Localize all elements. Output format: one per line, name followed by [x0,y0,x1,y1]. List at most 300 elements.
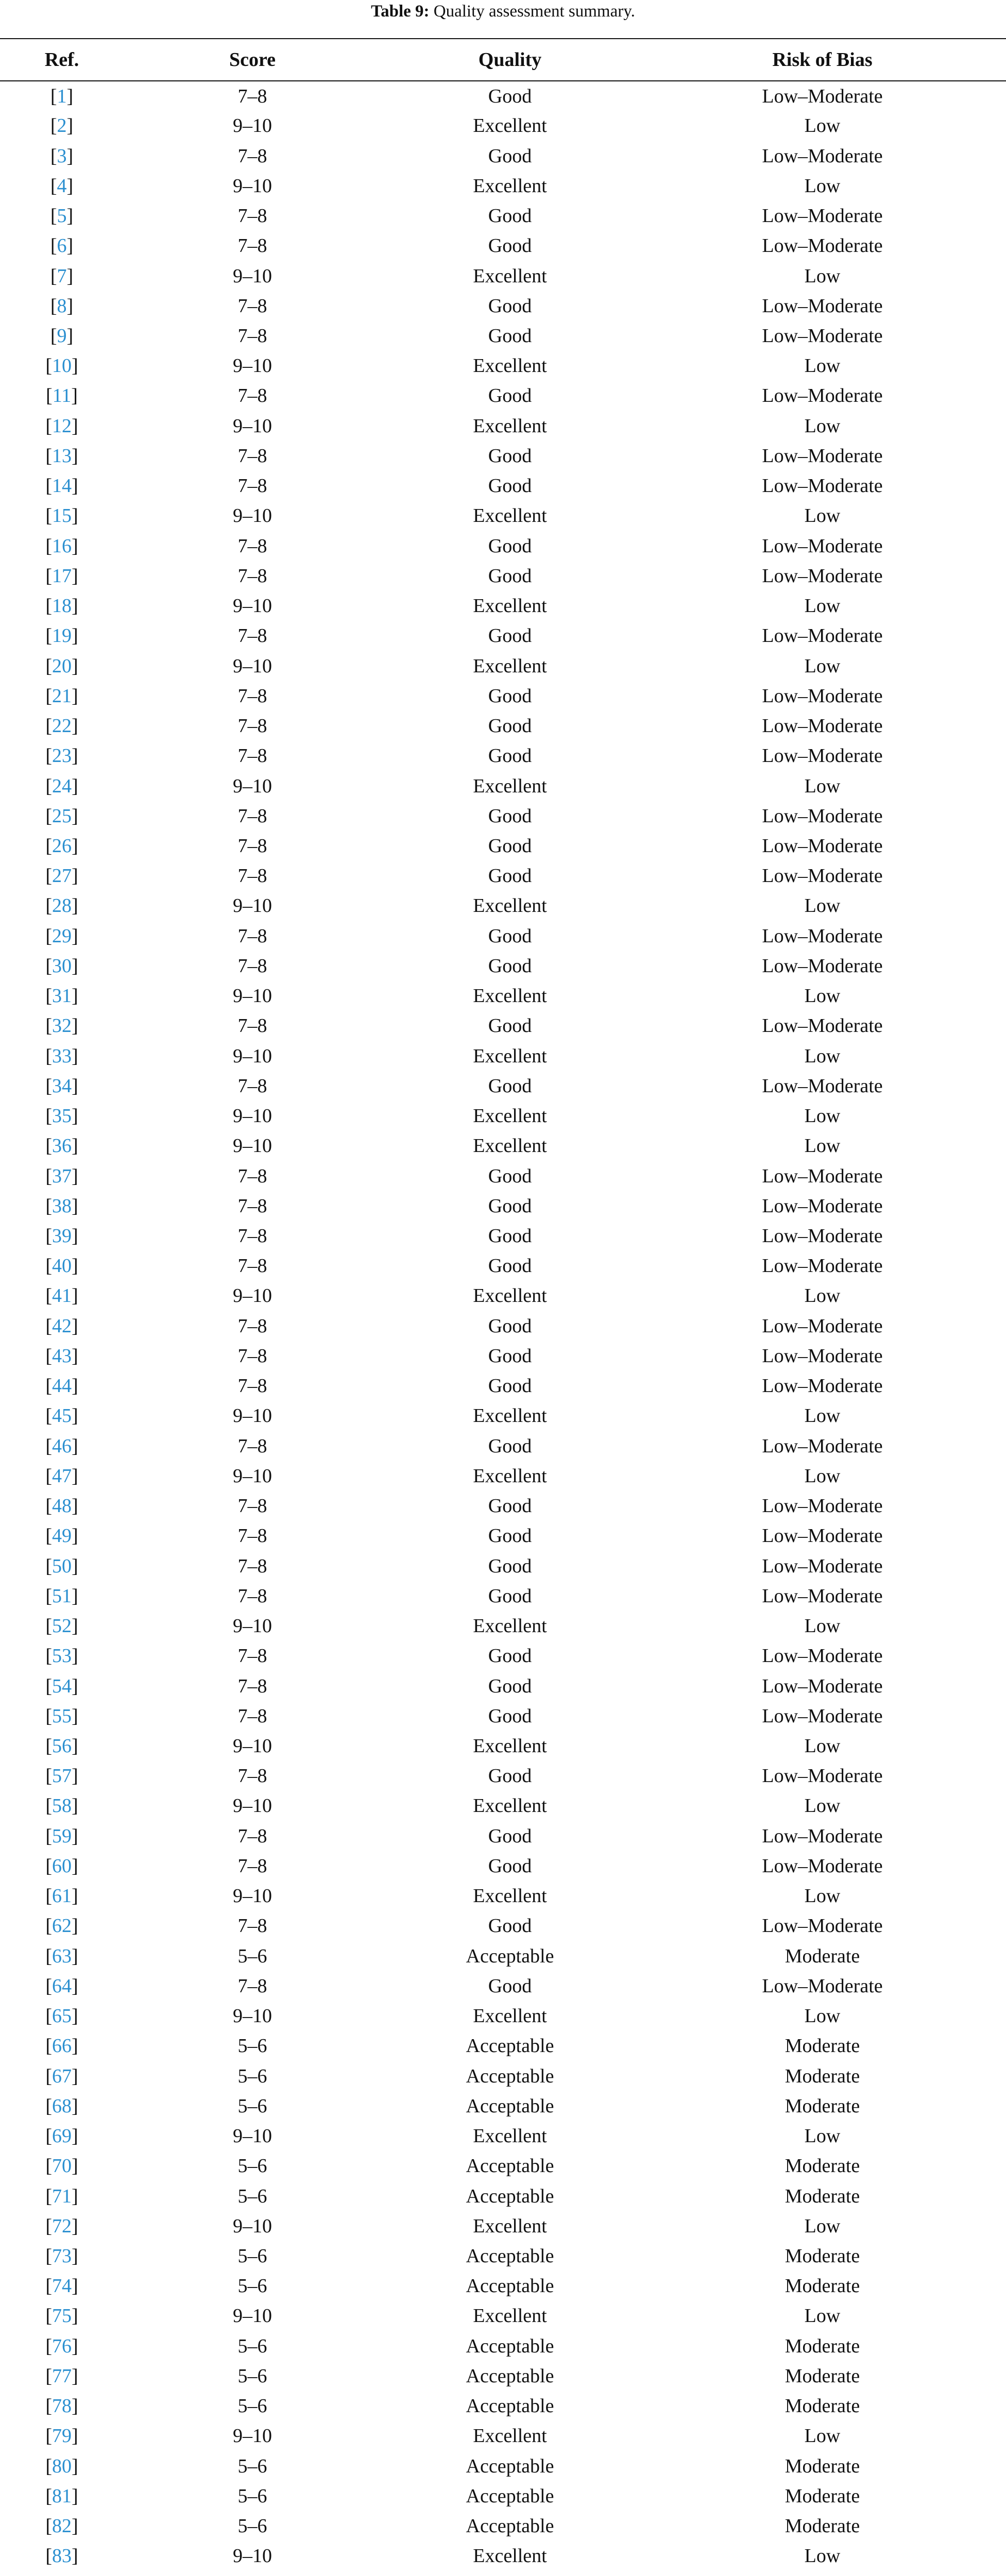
reference-link[interactable]: 11 [52,385,72,407]
cell-score: 9–10 [233,1045,272,1067]
cell-risk-of-bias: Low–Moderate [762,865,883,887]
bracket-open: [ [45,2155,52,2177]
bracket-close: ] [72,2365,78,2387]
reference-link[interactable]: 18 [52,595,72,617]
cell-risk-of-bias: Low–Moderate [762,925,883,947]
cell-score: 9–10 [233,1405,272,1427]
cell-quality: Acceptable [466,2095,554,2117]
table-header [0,39,1006,81]
reference-link[interactable]: 41 [52,1285,72,1307]
reference-link[interactable]: 49 [52,1525,72,1547]
cell-quality: Acceptable [466,2515,554,2537]
bracket-close: ] [72,775,78,797]
cell-risk-of-bias: Moderate [785,2515,860,2537]
reference-link[interactable]: 31 [52,985,72,1007]
reference-link[interactable]: 29 [52,925,72,947]
cell-risk-of-bias: Low–Moderate [762,1225,883,1247]
cell-quality: Acceptable [466,2155,554,2177]
cell-risk-of-bias: Low–Moderate [762,1915,883,1937]
cell-quality: Good [488,685,532,707]
bracket-close: ] [72,1465,78,1487]
reference-link[interactable]: 22 [52,715,72,737]
reference-link[interactable]: 26 [52,835,72,857]
table-row [0,351,1006,381]
cell-risk-of-bias: Low [804,115,841,137]
bracket-close: ] [72,835,78,857]
bracket-open: [ [45,685,52,707]
bracket-open: [ [45,1825,52,1847]
reference-link[interactable]: 7 [57,265,67,287]
caption-text: Quality assessment summary. [429,2,635,21]
cell-ref [0,1911,124,1941]
bracket-open: [ [45,2005,52,2027]
cell-ref [0,591,124,621]
reference-link[interactable]: 6 [57,235,67,257]
bracket-open: [ [45,1495,52,1517]
cell-score: 9–10 [233,415,272,437]
cell-quality: Acceptable [466,1945,554,1967]
reference-link[interactable]: 25 [52,805,72,827]
bracket-close: ] [72,1825,78,1847]
table-row [0,2271,1006,2301]
cell-risk-of-bias: Low [804,1135,841,1157]
reference-link[interactable]: 80 [52,2455,72,2477]
cell-risk-of-bias: Low [804,175,841,197]
reference-link[interactable]: 12 [52,415,72,437]
cell-ref [0,1011,124,1041]
cell-quality: Excellent [473,355,547,377]
bracket-open: [ [45,415,52,437]
reference-link[interactable]: 19 [52,625,72,647]
bracket-open: [ [45,2245,52,2267]
reference-link[interactable]: 60 [52,1855,72,1877]
cell-quality: Excellent [473,1615,547,1637]
reference-link[interactable]: 43 [52,1345,72,1367]
bracket-open: [ [45,1645,52,1667]
bracket-close: ] [66,205,74,227]
cell-risk-of-bias: Low [804,655,841,677]
cell-score: 7–8 [237,835,267,857]
cell-ref [0,1341,124,1371]
cell-ref [0,1221,124,1251]
table-row [0,2511,1006,2541]
bracket-open: [ [45,625,52,647]
cell-ref [0,1941,124,1971]
cell-ref [0,1101,124,1131]
table-row [0,681,1006,711]
bracket-open: [ [45,1375,52,1397]
cell-quality: Good [488,535,532,557]
table-row [0,1251,1006,1281]
reference-link[interactable]: 67 [52,2065,72,2087]
reference-link[interactable]: 30 [52,955,72,977]
bracket-open: [ [45,2215,52,2237]
reference-link[interactable]: 81 [52,2485,72,2507]
bracket-close: ] [72,1705,78,1727]
cell-ref [0,2151,124,2181]
table-row [0,2541,1006,2571]
cell-quality: Good [488,295,532,317]
cell-ref [0,2121,124,2151]
cell-ref [0,2211,124,2241]
bracket-close: ] [72,2305,78,2327]
reference-link[interactable]: 69 [52,2125,72,2147]
bracket-close: ] [72,2395,78,2417]
cell-quality: Good [488,85,532,107]
cell-score: 7–8 [237,1645,267,1667]
cell-quality: Excellent [473,655,547,677]
cell-risk-of-bias: Low [804,415,841,437]
reference-link[interactable]: 14 [52,475,72,497]
reference-link[interactable]: 52 [52,1615,72,1637]
bracket-open: [ [50,205,57,227]
cell-score: 9–10 [233,1135,272,1157]
cell-score: 7–8 [237,1165,267,1187]
cell-ref [0,1551,124,1581]
cell-risk-of-bias: Low–Moderate [762,625,883,647]
reference-link[interactable]: 75 [52,2305,72,2327]
bracket-close: ] [72,1405,78,1427]
bracket-close: ] [72,1315,78,1337]
reference-link[interactable]: 77 [52,2365,72,2387]
table-row [0,141,1006,171]
bracket-open: [ [45,1285,52,1307]
bracket-close: ] [66,145,74,167]
cell-score: 7–8 [237,1345,267,1367]
table-row [0,2001,1006,2031]
reference-link[interactable]: 1 [57,85,67,107]
reference-link[interactable]: 42 [52,1315,72,1337]
bracket-open: [ [50,85,57,107]
bracket-close: ] [66,295,74,317]
cell-ref [0,231,124,261]
cell-score: 7–8 [237,1015,267,1037]
cell-ref [0,1191,124,1221]
reference-link[interactable]: 36 [52,1135,72,1157]
cell-risk-of-bias: Low–Moderate [762,1015,883,1037]
cell-ref [0,2181,124,2211]
reference-link[interactable]: 44 [52,1375,72,1397]
bracket-open: [ [45,2065,52,2087]
cell-ref [0,1401,124,1431]
cell-ref [0,1461,124,1491]
table-row [0,1281,1006,1311]
cell-score: 7–8 [237,85,267,107]
cell-quality: Good [488,475,532,497]
bracket-open: [ [45,1885,52,1907]
reference-link[interactable]: 64 [52,1975,72,1997]
bracket-close: ] [72,1585,78,1607]
table-row [0,81,1006,111]
reference-link[interactable]: 56 [52,1735,72,1757]
table-row [0,981,1006,1011]
cell-score: 5–6 [237,2275,267,2297]
table-row [0,2331,1006,2361]
reference-link[interactable]: 50 [52,1555,72,1577]
bracket-close: ] [66,325,74,347]
table-row [0,2421,1006,2451]
bracket-open: [ [45,1675,52,1697]
reference-link[interactable]: 53 [52,1645,72,1667]
reference-link[interactable]: 73 [52,2245,72,2267]
bracket-close: ] [72,1615,78,1637]
bracket-open: [ [45,2455,52,2477]
cell-ref [0,891,124,921]
cell-ref [0,951,124,981]
reference-link[interactable]: 59 [52,1825,72,1847]
reference-link[interactable]: 5 [57,205,67,227]
table-row [0,1791,1006,1821]
reference-link[interactable]: 72 [52,2215,72,2237]
table-row [0,471,1006,501]
reference-link[interactable]: 24 [52,775,72,797]
reference-link[interactable]: 4 [57,175,67,197]
reference-link[interactable]: 70 [52,2155,72,2177]
reference-link[interactable]: 45 [52,1405,72,1427]
cell-risk-of-bias: Moderate [785,1945,860,1967]
reference-link[interactable]: 32 [52,1015,72,1037]
cell-ref [0,2001,124,2031]
cell-ref [0,1881,124,1911]
table-row [0,801,1006,831]
bracket-close: ] [72,1975,78,1997]
reference-link[interactable]: 76 [52,2335,72,2357]
cell-risk-of-bias: Moderate [785,2035,860,2057]
reference-link[interactable]: 9 [57,325,67,347]
reference-link[interactable]: 16 [52,535,72,557]
cell-risk-of-bias: Moderate [785,2065,860,2087]
bracket-close: ] [72,1675,78,1697]
cell-score: 5–6 [237,2365,267,2387]
reference-link[interactable]: 51 [52,1585,72,1607]
cell-ref [0,2031,124,2061]
reference-link[interactable]: 78 [52,2395,72,2417]
reference-link[interactable]: 66 [52,2035,72,2057]
bracket-open: [ [45,2095,52,2117]
reference-link[interactable]: 38 [52,1195,72,1217]
cell-quality: Excellent [473,1795,547,1817]
cell-risk-of-bias: Moderate [785,2395,860,2417]
bracket-close: ] [66,85,74,107]
cell-quality: Excellent [473,2125,547,2147]
bracket-close: ] [72,1015,78,1037]
cell-quality: Excellent [473,505,547,527]
reference-link[interactable]: 2 [57,115,67,137]
table-row [0,2301,1006,2331]
reference-link[interactable]: 62 [52,1915,72,1937]
cell-quality: Excellent [473,2005,547,2027]
cell-ref [0,1431,124,1461]
cell-score: 7–8 [237,1195,267,1217]
reference-link[interactable]: 33 [52,1045,72,1067]
bracket-close: ] [72,1885,78,1907]
bracket-open: [ [45,2485,52,2507]
reference-link[interactable]: 63 [52,1945,72,1967]
reference-link[interactable]: 71 [52,2185,72,2207]
reference-link[interactable]: 35 [52,1105,72,1127]
bracket-close: ] [72,1645,78,1667]
cell-risk-of-bias: Low–Moderate [762,445,883,467]
cell-score: 9–10 [233,505,272,527]
table-row [0,291,1006,321]
cell-risk-of-bias: Low–Moderate [762,1525,883,1547]
reference-link[interactable]: 20 [52,655,72,677]
bracket-open: [ [45,1315,52,1337]
cell-risk-of-bias: Low [804,2425,841,2447]
reference-link[interactable]: 83 [52,2545,72,2567]
reference-link[interactable]: 10 [52,355,72,377]
cell-ref [0,351,124,381]
table-row [0,1701,1006,1731]
cell-ref [0,801,124,831]
cell-risk-of-bias: Low–Moderate [762,1315,883,1337]
reference-link[interactable]: 68 [52,2095,72,2117]
cell-ref [0,831,124,861]
reference-link[interactable]: 79 [52,2425,72,2447]
cell-risk-of-bias: Low [804,2125,841,2147]
bracket-close: ] [72,1435,78,1457]
cell-ref [0,2571,124,2576]
table-row [0,2571,1006,2576]
bracket-open: [ [45,1795,52,1817]
bracket-close: ] [72,1225,78,1247]
cell-ref [0,291,124,321]
bracket-close: ] [72,1345,78,1367]
bracket-close: ] [72,1765,78,1787]
cell-score: 7–8 [237,715,267,737]
cell-quality [381,2571,639,2576]
table-row [0,2391,1006,2421]
reference-link[interactable]: 58 [52,1795,72,1817]
cell-score: 7–8 [237,1585,267,1607]
bracket-open: [ [50,175,57,197]
cell-score: 5–6 [237,2035,267,2057]
reference-link[interactable]: 34 [52,1075,72,1097]
cell-quality: Good [488,1975,532,1997]
table-row [0,441,1006,471]
reference-link[interactable]: 8 [57,295,67,317]
bracket-open: [ [45,2275,52,2297]
cell-ref [0,1761,124,1791]
bracket-open: [ [45,1195,52,1217]
bracket-open: [ [45,1135,52,1157]
bracket-close: ] [72,1075,78,1097]
reference-link[interactable]: 13 [52,445,72,467]
bracket-open: [ [45,895,52,917]
reference-link[interactable]: 57 [52,1765,72,1787]
cell-risk-of-bias: Low–Moderate [762,535,883,557]
reference-link[interactable]: 40 [52,1255,72,1277]
bracket-close: ] [72,2485,78,2507]
cell-quality: Acceptable [466,2365,554,2387]
cell-ref [0,1581,124,1611]
cell-quality: Excellent [473,775,547,797]
cell-quality: Excellent [473,2425,547,2447]
cell-risk-of-bias: Low–Moderate [762,1195,883,1217]
cell-risk-of-bias: Low [804,1105,841,1127]
cell-risk-of-bias: Low [804,775,841,797]
bracket-open: [ [45,955,52,977]
reference-link[interactable]: 3 [57,145,67,167]
cell-quality: Good [488,1495,532,1517]
cell-risk-of-bias: Low [804,265,841,287]
cell-risk-of-bias: Moderate [785,2335,860,2357]
cell-score: 7–8 [237,445,267,467]
table-row [0,741,1006,771]
cell-quality: Good [488,955,532,977]
table-row [0,531,1006,561]
reference-link[interactable]: 37 [52,1165,72,1187]
cell-score: 9–10 [233,2545,272,2567]
cell-quality: Acceptable [466,2065,554,2087]
cell-risk-of-bias: Low [804,1465,841,1487]
bracket-open: [ [45,2545,52,2567]
cell-ref [0,561,124,591]
cell-ref [0,1791,124,1821]
bracket-close: ] [72,1525,78,1547]
bracket-close: ] [72,445,78,467]
reference-link[interactable]: 46 [52,1435,72,1457]
bracket-close: ] [72,2335,78,2357]
reference-link[interactable]: 74 [52,2275,72,2297]
quality-table-container [0,38,1006,2576]
table-row [0,1821,1006,1851]
bracket-open: [ [45,2305,52,2327]
reference-link[interactable]: 47 [52,1465,72,1487]
reference-link[interactable]: 15 [52,505,72,527]
reference-link[interactable]: 17 [52,565,72,587]
cell-ref [0,2241,124,2271]
cell-risk-of-bias: Low–Moderate [762,1165,883,1187]
reference-link[interactable]: 48 [52,1495,72,1517]
reference-link[interactable]: 39 [52,1225,72,1247]
cell-score: 9–10 [233,2305,272,2327]
cell-score: 9–10 [233,1285,272,1307]
reference-link[interactable]: 21 [52,685,72,707]
cell-score: 7–8 [237,1315,267,1337]
cell-risk-of-bias: Low–Moderate [762,1975,883,1997]
cell-score: 9–10 [233,895,272,917]
table-row [0,1911,1006,1941]
reference-link[interactable]: 82 [52,2515,72,2537]
table-row [0,1881,1006,1911]
cell-score: 7–8 [237,1675,267,1697]
reference-link[interactable]: 55 [52,1705,72,1727]
bracket-open: [ [45,355,52,377]
bracket-open: [ [50,295,57,317]
table-row [0,2181,1006,2211]
cell-ref [0,621,124,651]
bracket-close: ] [72,2185,78,2207]
reference-link[interactable]: 27 [52,865,72,887]
reference-link[interactable]: 28 [52,895,72,917]
cell-quality: Good [488,235,532,257]
bracket-open: [ [45,1225,52,1247]
cell-ref [0,1491,124,1521]
reference-link[interactable]: 65 [52,2005,72,2027]
cell-ref [0,1851,124,1881]
bracket-open: [ [45,1615,52,1637]
reference-link[interactable]: 61 [52,1885,72,1907]
cell-quality: Acceptable [466,2275,554,2297]
table-row [0,1341,1006,1371]
reference-link[interactable]: 54 [52,1675,72,1697]
cell-risk-of-bias: Low [804,895,841,917]
cell-risk-of-bias: Low [804,1045,841,1067]
cell-ref [0,921,124,951]
cell-quality: Acceptable [466,2485,554,2507]
reference-link[interactable]: 23 [52,745,72,767]
